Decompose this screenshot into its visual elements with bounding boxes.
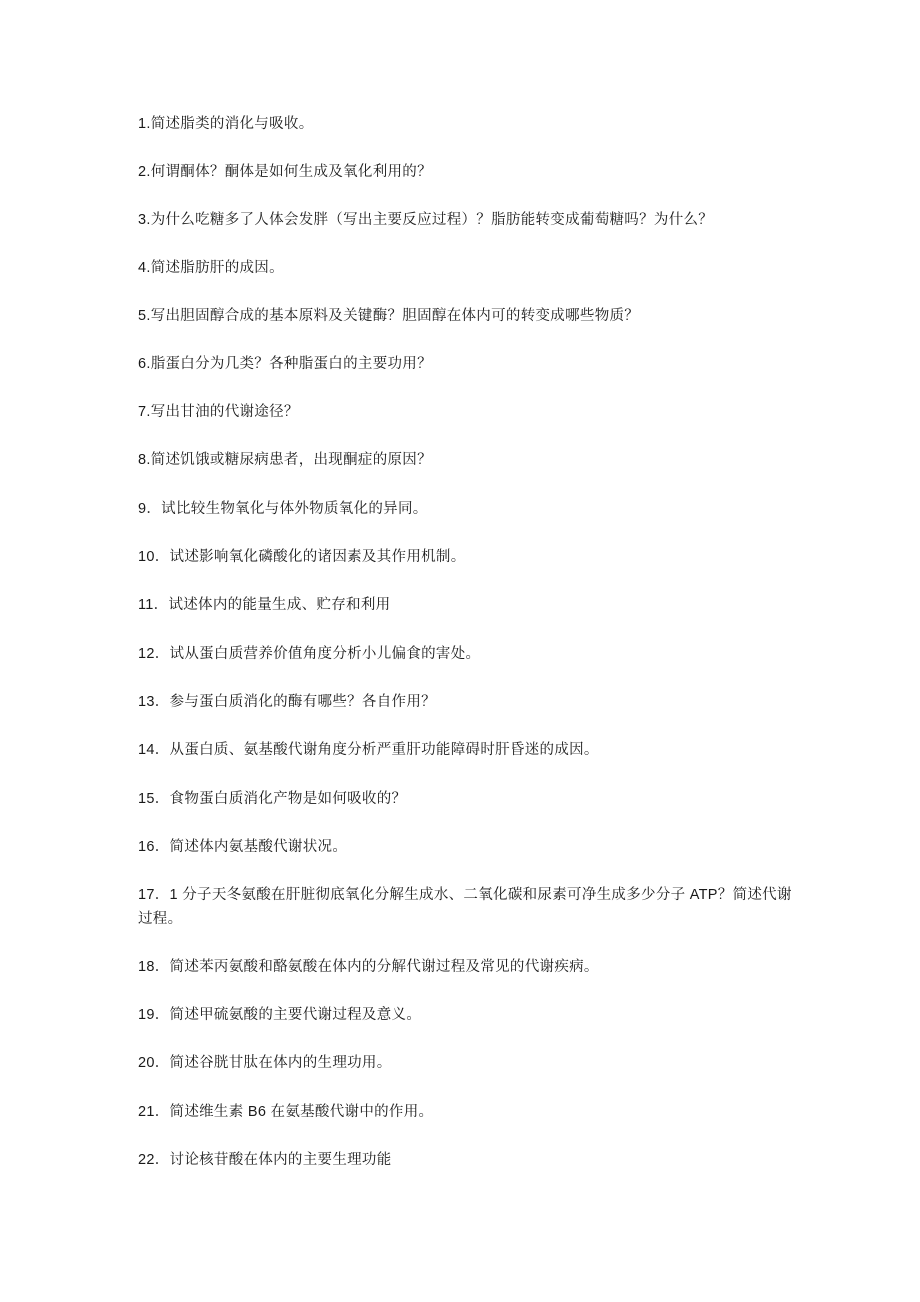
question-2 — [138, 160, 798, 184]
question-text: 试比较生物氧化与体外物质氧化的异同。 — [161, 501, 428, 517]
question-15 — [138, 787, 798, 811]
question-4 — [138, 256, 798, 280]
question-text: 为什么吃糖多了人体会发胖（写出主要反应过程）？脂肪能转变成葡萄糖吗？为什么？ — [150, 212, 714, 228]
question-number: 9． — [138, 501, 162, 517]
question-text: 试述影响氧化磷酸化的诸因素及其作用机制。 — [169, 549, 466, 565]
question-number: 12． — [138, 646, 170, 662]
question-text: 简述苯丙氨酸和酪氨酸在体内的分解代谢过程及常见的代谢疾病。 — [169, 959, 599, 975]
question-number: 20． — [138, 1055, 170, 1071]
question-number: 13． — [138, 694, 170, 710]
question-text: 试从蛋白质营养价值角度分析小儿偏食的害处。 — [169, 646, 481, 662]
question-8 — [138, 448, 798, 472]
question-12 — [138, 642, 798, 666]
question-number: 10． — [138, 549, 170, 565]
question-22 — [138, 1148, 798, 1172]
question-5 — [138, 304, 798, 328]
question-text: 简述饥饿或糖尿病患者，出现酮症的原因？ — [150, 452, 432, 468]
question-19 — [138, 1003, 798, 1027]
question-10 — [138, 545, 798, 569]
question-number: 18． — [138, 959, 170, 975]
question-13 — [138, 690, 798, 714]
question-9 — [138, 497, 798, 521]
question-number: 11． — [138, 597, 169, 613]
question-number: 2. — [138, 164, 151, 180]
question-11 — [138, 593, 798, 617]
question-number: 19． — [138, 1007, 170, 1023]
question-text: 食物蛋白质消化产物是如何吸收的？ — [169, 791, 407, 807]
question-text: 写出胆固醇合成的基本原料及关键酶？胆固醇在体内可的转变成哪些物质？ — [150, 308, 640, 324]
question-text: 简述体内氨基酸代谢状况。 — [169, 839, 348, 855]
question-number: 3. — [138, 212, 151, 228]
question-14 — [138, 738, 798, 762]
question-text: 简述脂类的消化与吸收。 — [150, 116, 314, 132]
question-number: 8. — [138, 452, 151, 468]
question-number: 17． — [138, 887, 170, 903]
question-7 — [138, 400, 798, 424]
question-text: 从蛋白质、氨基酸代谢角度分析严重肝功能障碍时肝昏迷的成因。 — [169, 742, 599, 758]
question-17 — [138, 883, 798, 931]
question-text: 参与蛋白质消化的酶有哪些？各自作用？ — [169, 694, 436, 710]
question-text: 简述维生素 B6 在氨基酸代谢中的作用。 — [169, 1104, 434, 1120]
question-number: 6. — [138, 356, 151, 372]
question-text: 何谓酮体？酮体是如何生成及氧化利用的？ — [150, 164, 432, 180]
question-text: 1 分子天冬氨酸在肝脏彻底氧化分解生成水、二氧化碳和尿素可净生成多少分子 ATP？简述代谢过程。 — [138, 887, 792, 927]
question-number: 1. — [138, 116, 151, 132]
question-6 — [138, 352, 798, 376]
question-text: 讨论核苷酸在体内的主要生理功能 — [169, 1152, 392, 1168]
question-text: 简述脂肪肝的成因。 — [150, 260, 284, 276]
question-text: 脂蛋白分为几类？各种脂蛋白的主要功用？ — [150, 356, 432, 372]
question-text: 写出甘油的代谢途径？ — [150, 404, 299, 420]
question-16 — [138, 835, 798, 859]
question-number: 21． — [138, 1104, 170, 1120]
question-number: 4. — [138, 260, 151, 276]
question-18 — [138, 955, 798, 979]
question-text: 试述体内的能量生成、贮存和利用 — [168, 597, 391, 613]
question-1 — [138, 112, 798, 136]
question-number: 7. — [138, 404, 151, 420]
question-number: 16． — [138, 839, 170, 855]
question-3 — [138, 208, 798, 232]
question-text: 简述甲硫氨酸的主要代谢过程及意义。 — [169, 1007, 422, 1023]
question-number: 5. — [138, 308, 151, 324]
question-text: 简述谷胱甘肽在体内的生理功用。 — [169, 1055, 392, 1071]
question-number: 15． — [138, 791, 170, 807]
question-20 — [138, 1051, 798, 1075]
question-number: 14． — [138, 742, 170, 758]
question-21 — [138, 1100, 798, 1124]
question-number: 22． — [138, 1152, 170, 1168]
